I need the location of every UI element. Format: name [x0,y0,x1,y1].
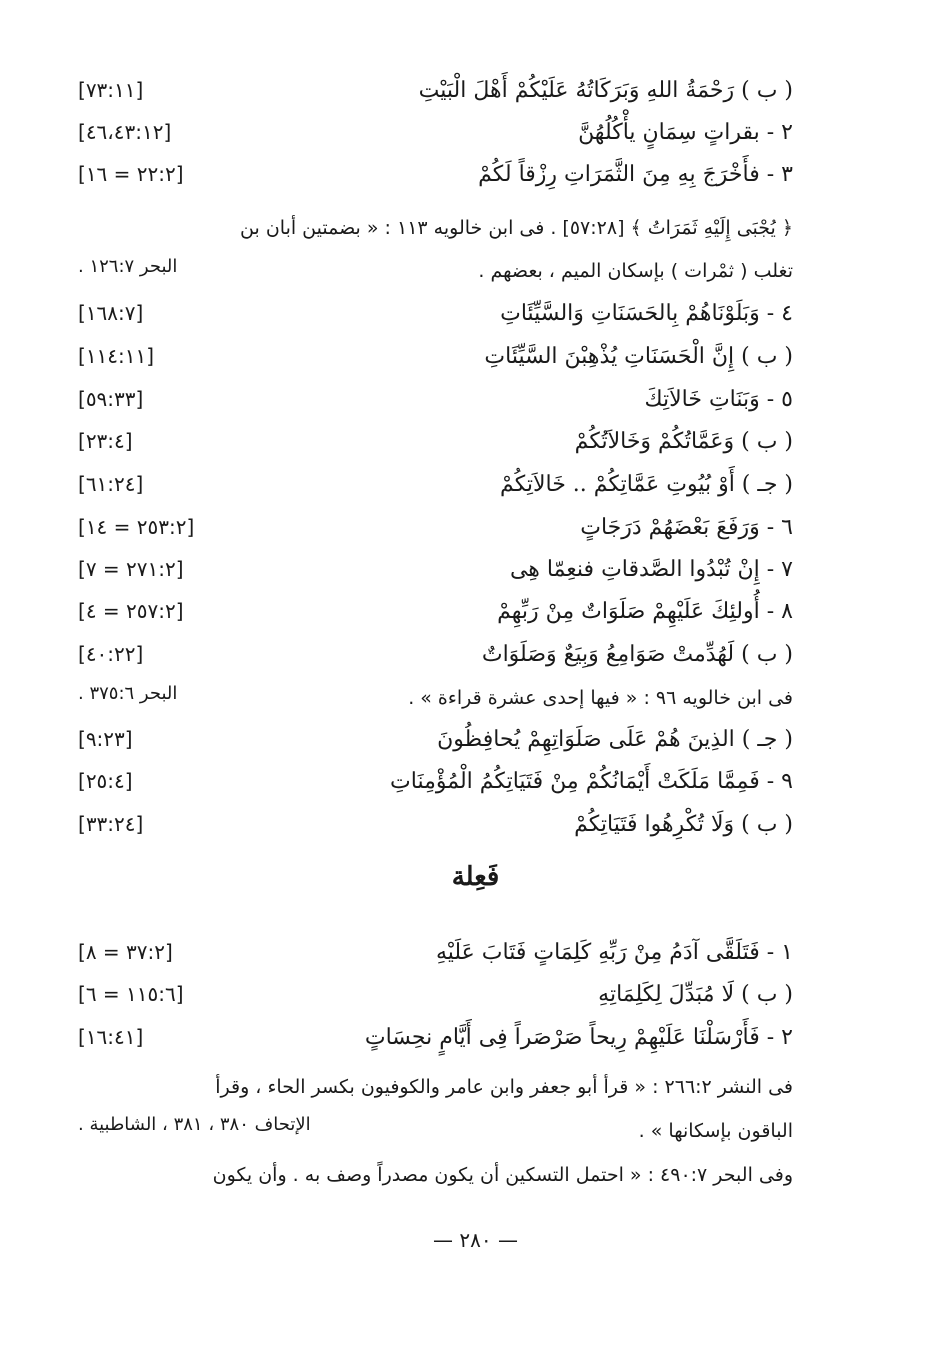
verse-row [78,591,793,631]
verse-reference: [٢٥٧:٢ = ٤] [78,599,184,623]
verse-row [78,421,793,461]
verse-text: ٢ - فَأَرْسَلْنَا عَلَيْهِمْ رِيحاً صَرْصَراً فِى أَيَّامٍ نحِسَاتٍ [364,1024,793,1050]
verse-text: ( ب ) إِنَّ الْحَسَنَاتِ يُذْهِبْنَ السَّيِّئَاتِ [484,343,793,369]
verse-row [78,549,793,589]
verse-text: ( ب ) وَلَا تُكْرِهُوا فَتَيَاتِكُمْ [574,811,793,837]
verse-text: ٩ - فَمِمَّا مَلَكَتْ أَيْمَانُكُمْ مِنْ فَتَيَاتِكُمُ الْمُؤْمِنَاتِ [390,768,793,794]
verse-row [78,1017,793,1057]
verse-row [78,379,793,419]
source-citation: الإتحاف ٣٨٠ ، ٣٨١ ، الشاطبية . [78,1114,311,1135]
verse-row [78,932,793,972]
verse-row [78,507,793,547]
verse-text: ( ب ) وَعَمَّاتُكُمْ وَخَالاَتُكُمْ [574,428,793,454]
commentary-line: الباقون بإسكانها » . [638,1120,793,1142]
verse-row [78,112,793,152]
verse-reference: [١٦٨:٧] [78,301,144,325]
verse-reference: [٧٣:١١] [78,78,144,102]
verse-reference: [١١٤:١١] [78,344,155,368]
verse-row [78,634,793,674]
verse-row [78,70,793,110]
verse-reference: [٢٥٣:٢ = ١٤] [78,515,195,539]
page-number: — ٢٨٠ — [433,1228,518,1252]
verse-text: ٥ - وَبَنَاتِ خَالاَتِكَ [644,386,793,412]
verse-row [78,293,793,333]
verse-row [78,761,793,801]
commentary-line: تغلب ( ثمْرات ) بإسكان الميم ، بعضهم . [478,260,793,282]
verse-reference: [٤٦،٤٣:١٢] [78,120,172,144]
verse-reference: [١٦:٤١] [78,1025,144,1049]
source-citation: البحر ٣٧٥:٦ . [78,683,178,704]
verse-reference: [٥٩:٣٣] [78,387,144,411]
verse-reference: [٦١:٢٤] [78,472,144,496]
source-citation: البحر ١٢٦:٧ . [78,256,178,277]
verse-row [78,719,793,759]
verse-text: ٢ - بقراتٍ سِمَانٍ يأْكُلُهُنَّ [578,119,793,145]
verse-text: ٦ - وَرَفَعَ بَعْضَهُمْ دَرَجَاتٍ [580,514,793,540]
commentary-line: وفى البحر ٤٩٠:٧ : « احتمل التسكين أن يكون مصدراً وصف به . وأن يكون [212,1164,793,1186]
verse-reference: [٢٣:٤] [78,429,133,453]
verse-text: ١ - فَتَلَقَّى آدَمُ مِنْ رَبِّهِ كَلِمَاتٍ فَتَابَ عَلَيْهِ [435,939,793,965]
verse-reference: [١١٥:٦ = ٦] [78,982,184,1006]
verse-text: ( جـ ) الذِينَ هُمْ عَلَى صَلَوَاتِهِمْ يُحافِظُونَ [437,726,793,752]
verse-row [78,464,793,504]
commentary-line: فى ابن خالويه ٩٦ : « فيها إحدى عشرة قراءة » . [408,687,793,709]
verse-reference: [٣٧:٢ = ٨] [78,940,173,964]
verse-text: ٣ - فأَخْرَجَ بِهِ مِنَ الثَّمَرَاتِ رِزْقاً لَكُمْ [478,161,793,187]
verse-row [78,974,793,1014]
commentary-line: فى النشر ٢٦٦:٢ : « قرأ أبو جعفر وابن عامر والكوفيون بكسر الحاء ، وقرأ [215,1076,793,1098]
verse-row [78,336,793,376]
verse-text: ٧ - إِنْ تُبْدُوا الصَّدقاتِ فنعِمّا هِى [509,556,793,582]
verse-row [78,154,793,194]
verse-text: ( ب ) رَحْمَةُ اللهِ وَبَرَكَاتُهُ عَلَيْكُمْ أَهْلَ الْبَيْتِ [418,77,793,103]
verse-text: ٤ - وَبَلَوْنَاهُمْ بِالحَسَنَاتِ وَالسَّيِّئَاتِ [500,300,793,326]
section-heading: فَعِلة [451,862,500,892]
verse-text: ( ب ) لَهُدِّمتْ صَوَامِعُ وَبِيَعٌ وَصَلَوَاتٌ [481,641,793,667]
verse-text: ٨ - أُولئِكَ عَلَيْهِمْ صَلَوَاتٌ مِنْ رَبِّهِمْ [497,598,793,624]
verse-text: ( جـ ) أَوْ بُيُوتِ عَمَّاتِكُمْ .. خَالاَتِكُمْ [500,471,793,497]
verse-reference: [٢٢:٢ = ١٦] [78,162,184,186]
verse-text: ( ب ) لَا مُبَدِّلَ لِكَلِمَاتِهِ [598,981,793,1007]
verse-row [78,804,793,844]
verse-reference: [٣٣:٢٤] [78,812,144,836]
verse-reference: [٤٠:٢٢] [78,642,144,666]
verse-reference: [٢٥:٤] [78,769,133,793]
commentary-line: ﴿ يُجْبَى إِلَيْهِ ثَمَرَاتُ ﴾ [٥٧:٢٨] . فى ابن خالويه ١١٣ : « بضمتين أبان بن [240,217,793,239]
verse-reference: [٩:٢٣] [78,727,133,751]
verse-reference: [٢٧١:٢ = ٧] [78,557,184,581]
